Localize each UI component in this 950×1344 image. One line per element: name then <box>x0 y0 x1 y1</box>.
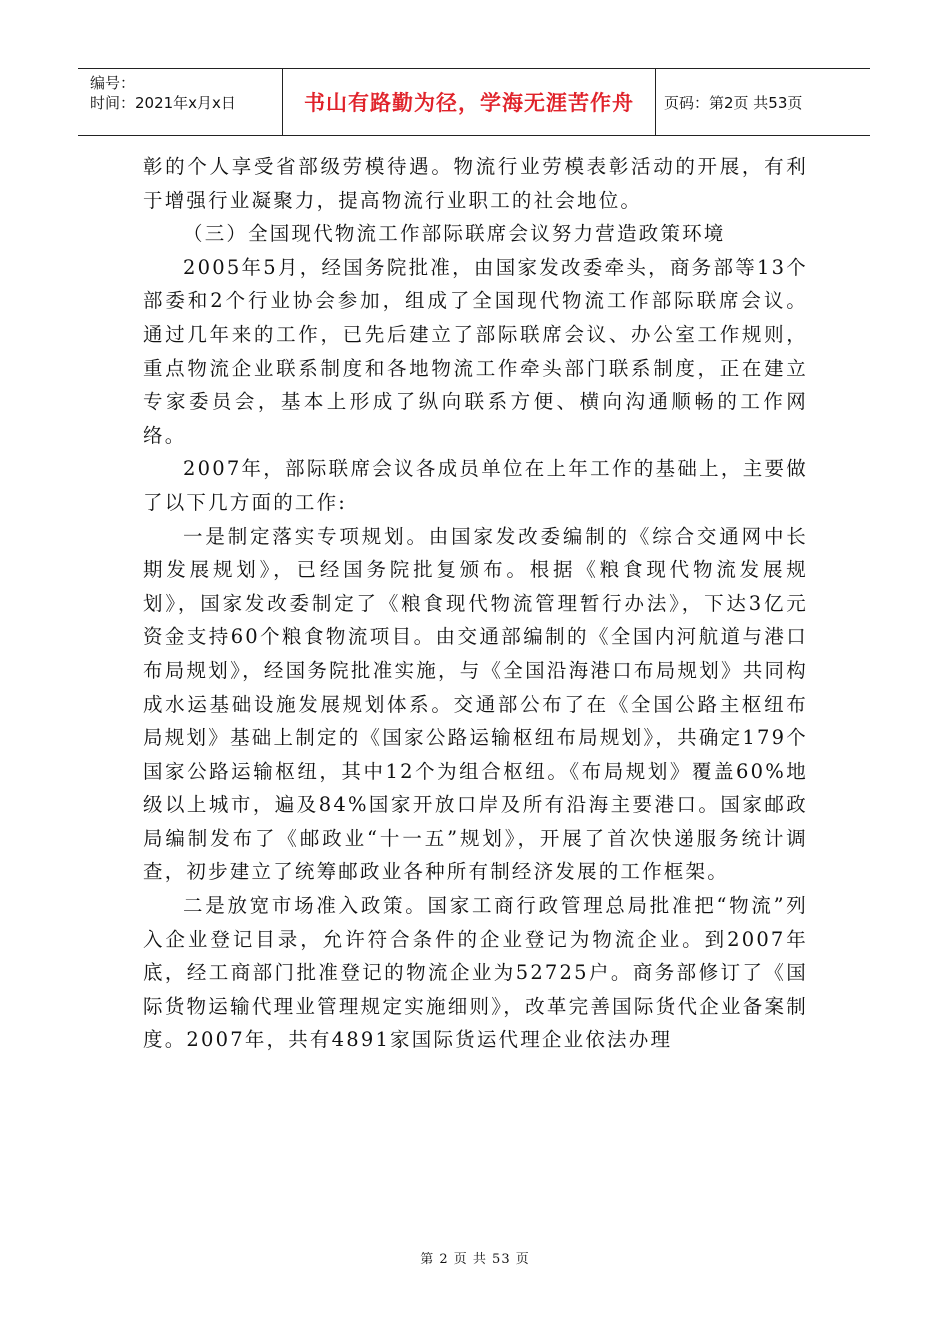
header-motto: 书山有路勤为径，学海无涯苦作舟 <box>304 91 634 115</box>
page-header <box>78 68 870 136</box>
header-motto-cell <box>283 69 656 135</box>
document-body <box>143 150 808 1057</box>
doc-number-label: 编号： <box>90 74 136 92</box>
paragraph: 2005年5月，经国务院批准，由国家发改委牵头，商务部等13个部委和2个行业协会参加，组成了全国现代物流工作部际联席会议。通过几年来的工作，已先后建立了部际联席会议、办公室工作规则，重点物流企业联系制度和各地物流工作牵头部门联系制度，正在建立专家委员会，基本上形成了纵向联系方便、横向沟通顺畅的工作网络。 <box>143 255 808 447</box>
paragraph: 2007年，部际联席会议各成员单位在上年工作的基础上，主要做了以下几方面的工作: <box>143 457 808 514</box>
paragraph: 二是放宽市场准入政策。国家工商行政管理总局批准把“物流”列入企业登记目录，允许符合条件的企业登记为物流企业。到2007年底，经工商部门批准登记的物流企业为52725户。商务部修订了《国际货物运输代理业管理规定实施细则》，改革完善国际货代企业备案制度。2007年，共有4891家国际货运代理企业依法办理 <box>143 894 808 1052</box>
header-meta <box>78 69 283 135</box>
footer-page-number: 第 2 页 共 53 页 <box>420 1252 530 1267</box>
paragraph: 彰的个人享受省部级劳模待遇。物流行业劳模表彰活动的开展，有利于增强行业凝聚力，提高物流行业职工的社会地位。 <box>143 155 808 212</box>
doc-time-label: 时间：2021年x月x日 <box>90 94 236 112</box>
section-heading: （三）全国现代物流工作部际联席会议努力营造政策环境 <box>183 222 726 246</box>
paragraph: 一是制定落实专项规划。由国家发改委编制的《综合交通网中长期发展规划》，已经国务院批复颁布。根据《粮食现代物流发展规划》，国家发改委制定了《粮食现代物流管理暂行办法》，下达3亿元资金支持60个粮食物流项目。由交通部编制的《全国内河航道与港口布局规划》，经国务院批准实施，与《全国沿海港口布局规划》共同构成水运基础设施发展规划体系。交通部公布了在《全国公路主枢纽布局规划》基础上制定的《国家公路运输枢纽布局规划》，共确定179个国家公路运输枢纽，其中12个为组合枢纽。《布局规划》覆盖60%地级以上城市，遍及84%国家开放口岸及所有沿海主要港口。国家邮政局编制发布了《邮政业“十一五”规划》，开展了首次快递服务统计调查，初步建立了统筹邮政业各种所有制经济发展的工作框架。 <box>143 524 808 884</box>
header-page-info: 页码：第2页 共53页 <box>664 93 803 112</box>
page-footer <box>0 1248 950 1267</box>
header-page-info-cell <box>656 69 870 135</box>
